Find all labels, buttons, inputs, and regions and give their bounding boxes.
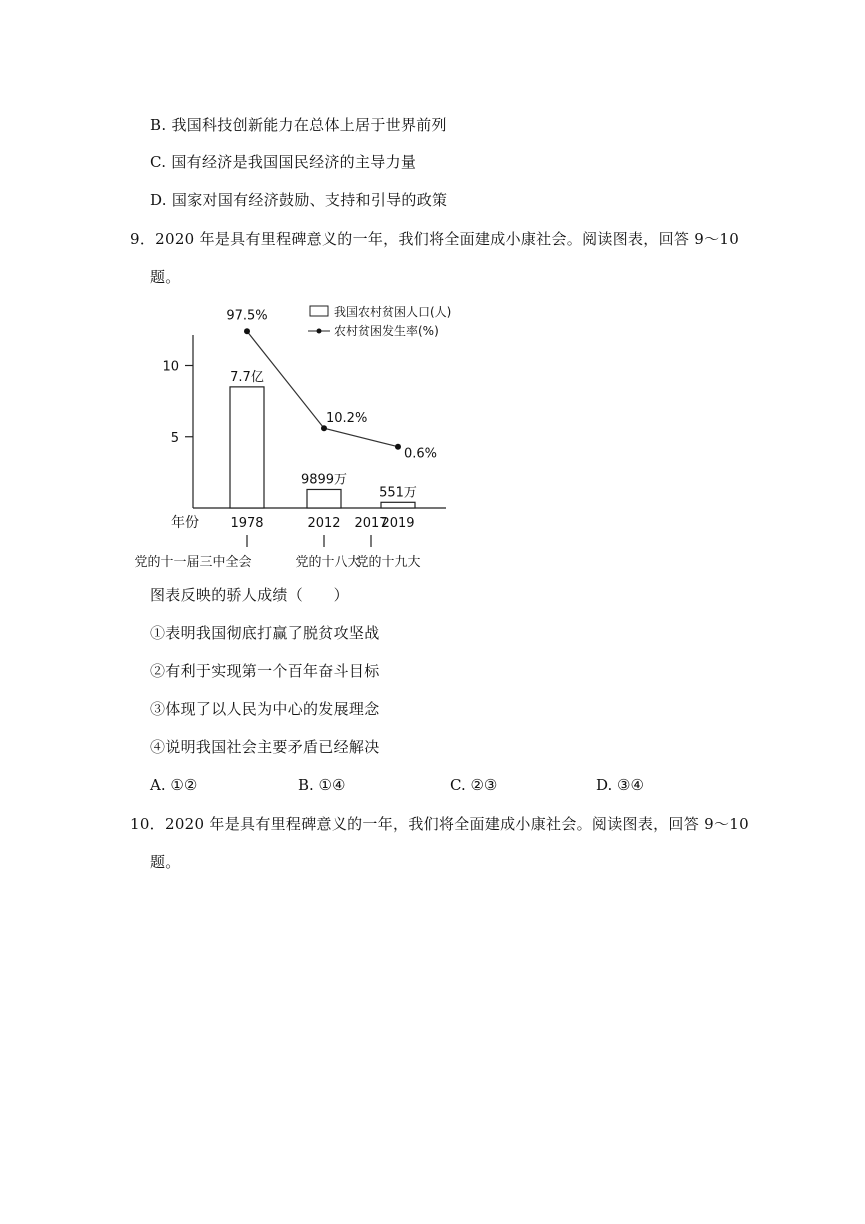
q10-stem-line1: 10．2020 年是具有里程碑意义的一年，我们将全面建成小康社会。阅读图表，回答 9～10 (130, 815, 749, 833)
q9-stem-line2: 题。 (150, 268, 181, 286)
statement-3: ③体现了以人民为中心的发展理念 (150, 700, 380, 718)
choice-d[interactable]: D. ③④ (596, 776, 644, 794)
rate-label: 97.5% (226, 308, 268, 324)
bar (307, 489, 341, 508)
bar-label: 7.7亿 (230, 369, 264, 385)
statement-4: ④说明我国社会主要矛盾已经解决 (150, 738, 380, 756)
poverty-chart (134, 295, 452, 580)
option-d: D. 国家对国有经济鼓励、支持和引导的政策 (150, 191, 448, 209)
option-c: C. 国有经济是我国国民经济的主导力量 (150, 153, 417, 171)
statement-1: ①表明我国彻底打赢了脱贫攻坚战 (150, 624, 380, 642)
choice-a[interactable]: A. ①② (150, 776, 198, 794)
bar-label: 551万 (379, 485, 417, 501)
choice-b[interactable]: B. ①④ (298, 776, 346, 794)
chart-line (244, 328, 401, 449)
rate-label: 10.2% (326, 411, 368, 427)
event-label: 党的十一届三中全会 (134, 555, 252, 570)
rate-point (395, 444, 401, 450)
x-title: 年份 (171, 515, 199, 531)
choice-c[interactable]: C. ②③ (450, 776, 498, 794)
option-b: B. 我国科技创新能力在总体上居于世界前列 (150, 116, 447, 134)
chart-text (134, 304, 451, 570)
x-tick-label: 2012 (307, 516, 341, 531)
y-tick-label: 5 (170, 430, 179, 446)
statement-2: ②有利于实现第一个百年奋斗目标 (150, 662, 380, 680)
rate-label: 0.6% (404, 446, 438, 462)
legend-line-label: 农村贫困发生率(%) (334, 324, 439, 338)
q10-stem-line2: 题。 (150, 853, 181, 871)
bar (230, 387, 264, 508)
answer-choices (150, 775, 710, 797)
event-label: 党的十八大 (295, 555, 361, 570)
x-tick-label: 2019 (381, 516, 415, 531)
legend-bar-swatch (310, 306, 328, 316)
chart-axes (185, 306, 446, 547)
legend-line-dot (317, 329, 322, 334)
bar (381, 502, 415, 508)
x-tick-label: 2017 (354, 516, 388, 531)
legend-bar-label: 我国农村贫困人口(人) (334, 305, 452, 319)
x-tick-label: 1978 (230, 516, 264, 531)
q9-prompt: 图表反映的骄人成绩（ ） (150, 586, 349, 604)
y-tick-label: 10 (162, 359, 179, 375)
bar-label: 9899万 (300, 472, 348, 488)
event-label: 党的十九大 (355, 555, 421, 570)
q9-stem-line1: 9．2020 年是具有里程碑意义的一年，我们将全面建成小康社会。阅读图表，回答 9～10 (130, 230, 740, 248)
rate-point (244, 328, 250, 334)
